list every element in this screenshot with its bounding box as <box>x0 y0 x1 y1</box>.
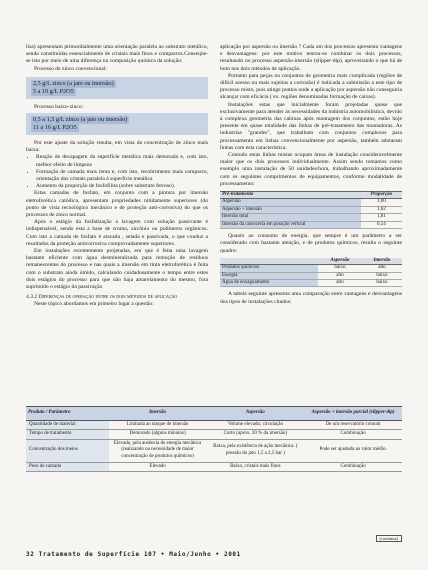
table-row <box>26 462 402 472</box>
table-cell: Água de enxaguamento <box>220 279 318 286</box>
table-cell: Elevado <box>109 462 207 472</box>
paragraph: Neste tópico abordamos em primeiro lugar a questão: <box>34 301 154 308</box>
table-cell: Elevada, pela ausência de energia mecânica (realizando na necessidade de maior concentração de produtos químicos) <box>109 439 207 462</box>
paragraph: Processo de zinco convencional: <box>34 65 107 72</box>
table-cell: Imersão total <box>220 214 361 221</box>
table-header: Imersão <box>362 258 402 265</box>
table-cell: Limitada ao tanque de imersão <box>109 420 207 430</box>
formula-line: 5 a 10 g/L P2O5 <box>33 87 74 95</box>
formula-box-conventional <box>26 77 208 99</box>
table-cell: Volume elevado, circulação <box>206 420 304 430</box>
table-cell: 1,81 <box>361 214 402 221</box>
table-cell: Combinação <box>304 430 402 440</box>
paragraph: aplicação por aspersão ou imersão ? Cada um dos processos apresenta vantagens e desvantagens: por este motivo tentou-se combinar os dois processos, resultando no processo aspersão-imersão (slipper-dip), aproveitando o que há de bom nos dois métodos de aplicação. <box>220 44 402 72</box>
table-header: Aspersão <box>206 407 304 421</box>
proportion-table <box>220 191 402 229</box>
table-row <box>220 279 402 286</box>
table-row <box>26 439 402 462</box>
bullet-list <box>26 154 208 190</box>
paragraph: Estas camadas de fosfato, em conjunto com a pintura por imersão eletroforética catódica, apresentam propriedades nitidamente superiores (do ponto de vista tecnológico mecânico e de proteção anti-corrosiva) do que os processos de zinco normal. <box>26 190 208 219</box>
table-row <box>220 206 402 213</box>
paragraph: Processo baixo-zinco: <box>34 103 84 110</box>
paragraph: Por este ajuste da solução resulta, em vista da concentração de zinco mais baixa: <box>26 140 208 154</box>
page-footer: 32 Tratamento de Superfície 107 • Maio/Junho • 2001 <box>26 551 241 558</box>
table-cell: Imersão da carroceria em posição vertical <box>220 221 361 228</box>
table-header: Aspersão + imersão parcial (slipper-dip) <box>304 407 402 421</box>
table-cell: alto <box>318 279 362 286</box>
table-cell: 0,54 <box>361 221 402 228</box>
table-cell: Baixa, pela existência de ação mecânica. ( pressão do jato 1,5 a 2,5 bar ) <box>206 439 304 462</box>
formula-box-low-zinc <box>26 113 208 135</box>
list-item: • Formação de camada mais lenta e, com isto, recobrimento mais compacto, orientação dos cristais paralela à superfície metálica <box>36 169 208 183</box>
paragraph: Quanto ao consumo de energia, que sempre é um parâmetro a ser considerado com bastante atenção, e de produtos químicos, resulta o seguinte quadro: <box>220 233 402 254</box>
table-header: Pré-tratamento <box>220 192 361 199</box>
continued-label: (continua) <box>376 535 403 542</box>
table-cell: Curto (aprox. 20 % da imersão) <box>206 430 304 440</box>
table-cell: baixo <box>362 279 402 286</box>
right-column <box>220 44 402 306</box>
comparison-table <box>26 406 402 472</box>
table-header: Aspersão <box>318 258 362 265</box>
section-heading: 4.3.2 Diferenças de operação entre os dois métodos de aplicação <box>26 294 178 301</box>
table-cell: Demorado (alguns minutos) <box>109 430 207 440</box>
table-header: Imersão <box>109 407 207 421</box>
paragraph: Após o estágio da fosfatização a lavagem com solução passivante é indispensável, sendo esta a base de cromo, zircônio ou polímeros orgânicos. Com isto a camada de fosfato é atacada , selada e passivada, o que conduz a resultados da proteção anticorrosiva comprovadamente superiores. <box>26 219 208 247</box>
table-cell: Aspersão + imersão <box>220 206 361 213</box>
formula-line: 0,5 a 1,5 g/L zinco (a jato ou imersão) <box>33 116 128 124</box>
table-cell: Combinação <box>304 462 402 472</box>
table-cell: Energia <box>220 272 318 279</box>
table-cell: Peso de camada <box>26 462 109 472</box>
table-row <box>26 420 402 430</box>
table-cell: Quantidade de material <box>26 420 109 430</box>
table-cell: Aspersão <box>220 199 361 206</box>
table-row <box>220 265 402 272</box>
table-cell: De um reservatório comum <box>304 420 402 430</box>
table-row <box>220 199 402 206</box>
paragraph: Portanto para peças ou conjuntos de geometria mais complicada (regiões de difícil acesso ou mais sujeitas a corrosão) é indicada a submissão a este tipo de processo misto, pois atinge pontos onde a aplicação por aspersão não conseguiria alcançar com eficácia ( ex. regiões denominadas formação de caixas). <box>220 72 402 101</box>
table-cell: Tempo de tratamento <box>26 430 109 440</box>
paragraph: Contudo estas linhas mistas ocupam áreas de instalação consideravelmente maior que os dois processos individualmente. Assim sendo tomamos como exemplo uma instalação de 50 unidades/hora, trabalhando aproximadamente com os seguintes comprimentos de equipamentos, conforme modalidade de processamento: <box>220 152 402 187</box>
table-header: Produto / Parâmetro <box>26 407 109 421</box>
table-row <box>220 272 402 279</box>
table-header: Proporção <box>361 192 402 199</box>
table-row <box>220 221 402 228</box>
table-cell: Baixo, cristais mais finos <box>206 462 304 472</box>
table-cell: Pode ser ajustada ao valor médio. <box>304 439 402 462</box>
left-column <box>26 44 208 309</box>
table-cell: Produtos químicos <box>220 265 318 272</box>
table-cell: alto <box>362 265 402 272</box>
formula-line: 11 a 16 g/L P2O5 <box>33 124 77 132</box>
paragraph: Em instalações recentemente projetadas, em que é feita uma lavagem bastante eficiente com água desmineralizada para remoção de resíduos remanescentes do processo e nas quais a imersão em tinta eletroforética é feita com o substrato ainda úmido, calculando cuidadosamente o tempo entre estes dois estágios do processo para que não haja amarelamento do mesmo, fora suprimido o estágio da passivação <box>26 248 208 291</box>
table-row <box>26 430 402 440</box>
table-row <box>220 214 402 221</box>
table-cell: 1,62 <box>361 206 402 213</box>
table-cell: baixo <box>362 272 402 279</box>
consumption-table <box>220 258 402 288</box>
table-cell: alto <box>318 272 362 279</box>
table-cell: Concentração dos meios <box>26 439 109 462</box>
paragraph: lisa) apresentam primordialmente uma orientação paralela ao substrato metálico, sendo constituídas essencialmente de cristais mais finos e compactos.Conseqüe-se isto por meio de uma diferença na composição química da solução: <box>26 44 208 65</box>
paragraph: Instalações estas que inicialmente foram projetadas quase que exclusivamente para atender às necessidades da indústria automobilística, devido à complexa geometria das cabinas após montagem dos conjuntos, estão hoje presente em quase totalidade das linhas de pré-tratamento das montadoras. As industrias "grandes", que trabalham com conjuntos complexos para processamento em linhas convencionalmente por aspersão, também adotaram linhas com esta característica. <box>220 101 402 151</box>
table-header <box>220 258 318 265</box>
formula-line: 2,5 g/L zinco (a jato ou imersão) <box>33 79 114 87</box>
list-item: • Aumento da proporção de fosfofilita (sobre substrato ferroso). <box>36 183 208 190</box>
table-cell: baixo <box>318 265 362 272</box>
table-cell: 1,00 <box>361 199 402 206</box>
list-item: • Reação de decapagem da superfície metálica mais demorada e, com isto, melhor efeito de limpeza <box>36 154 208 168</box>
paragraph: A tabela seguinte apresenta uma comparação entre vantagens e desvantagens dos tipos de instalações citados: <box>220 291 402 305</box>
